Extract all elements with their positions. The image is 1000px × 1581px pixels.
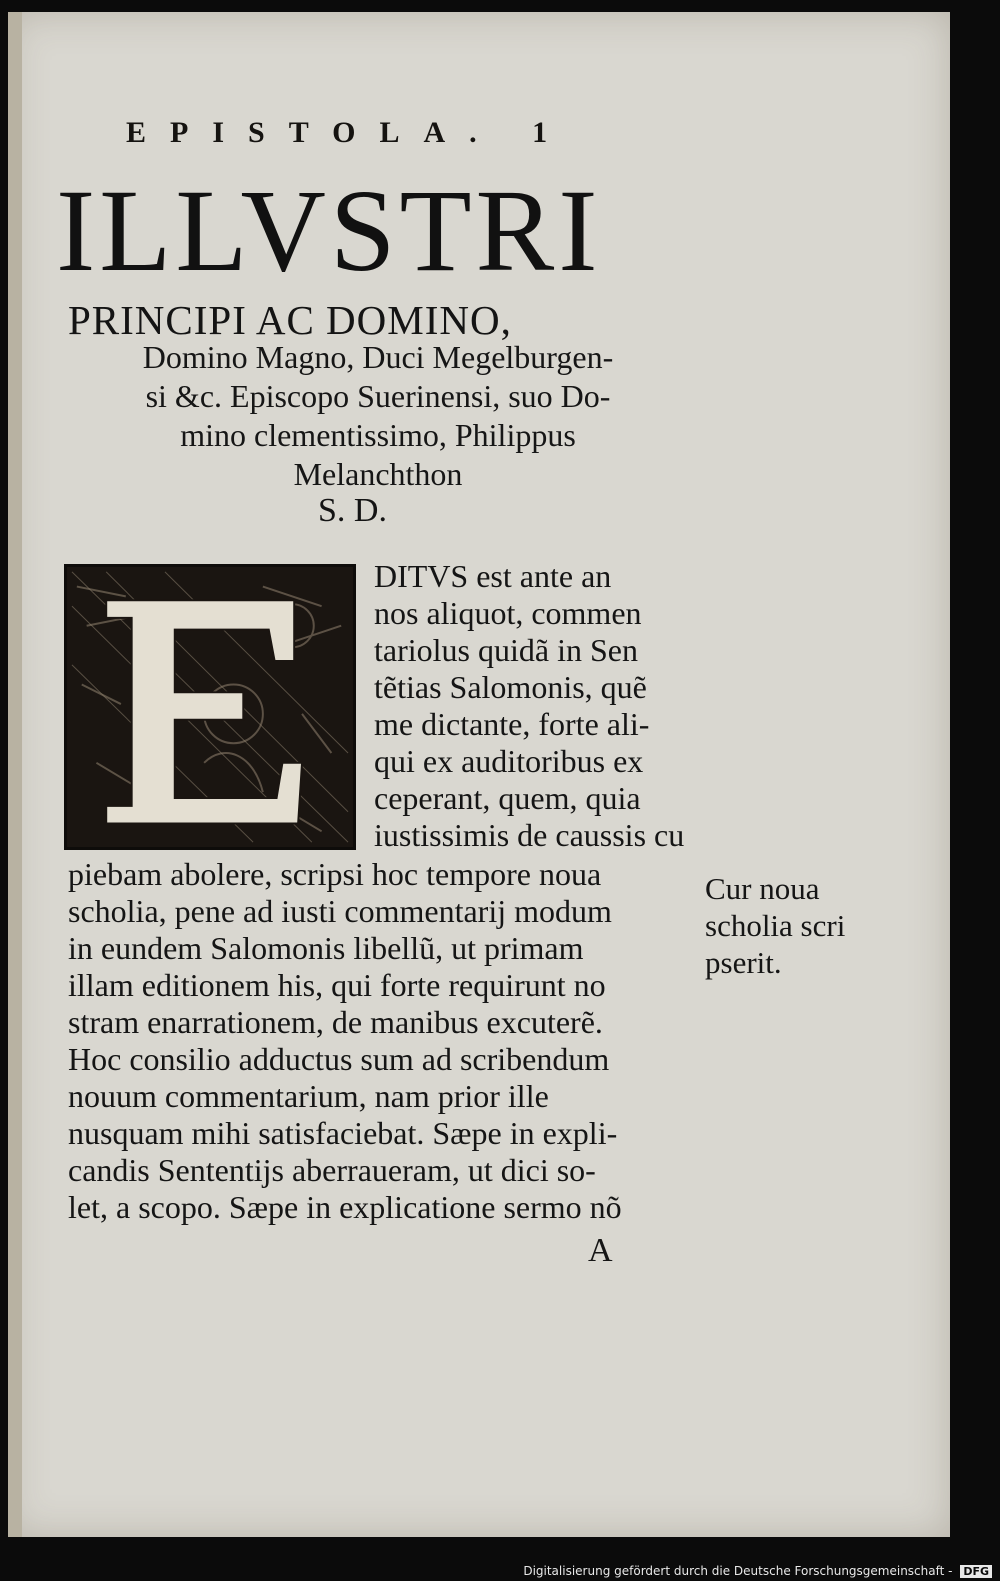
page-gutter — [8, 12, 22, 1537]
text-line: Hoc consilio adductus sum ad scribendum — [68, 1041, 610, 1077]
text-line: ceperant, quem, quia — [374, 780, 641, 816]
text-line: qui ex auditoribus ex — [374, 743, 644, 779]
book-page — [8, 12, 950, 1537]
title-subtitle: PRINCIPI AC DOMINO, — [68, 297, 512, 343]
footer-text: Digitalisierung gefördert durch die Deutsche Forschungsgemeinschaft - — [523, 1564, 953, 1578]
text-line: DITVS est ante an — [374, 558, 612, 594]
decorated-initial — [64, 564, 356, 850]
text-line: iustissimis de caussis cu — [374, 817, 685, 853]
running-head: EPISTOLA. 1 — [126, 116, 572, 149]
signature-mark: A — [588, 1232, 613, 1269]
dfg-logo: DFG — [960, 1565, 992, 1578]
salutation: S. D. — [318, 492, 387, 529]
text-line: nusquam mihi satisfaciebat. Sæpe in expli- — [68, 1115, 618, 1151]
dedication-line: Domino Magno, Duci Megelburgen- — [142, 339, 614, 375]
text-line: in eundem Salomonis libellũ, ut primam — [68, 930, 584, 966]
text-line: let, a scopo. Sæpe in explicatione sermo nõ — [68, 1189, 622, 1225]
dedication-line: si &c. Episcopo Suerinensi, suo Do- — [145, 378, 611, 414]
margin-note-line: pserit. — [705, 945, 782, 980]
text-line: scholia, pene ad iusti commentarij modum — [68, 893, 612, 929]
text-line: stram enarrationem, de manibus excuterẽ. — [68, 1004, 603, 1040]
dedication-line: mino clementissimo, Philippus — [180, 417, 576, 453]
title-main: ILLVSTRI — [56, 165, 602, 296]
margin-note-line: scholia scri — [705, 908, 846, 943]
dedication — [48, 338, 708, 494]
text-line: me dictante, forte ali- — [374, 706, 650, 742]
text-line: candis Sententijs aberraueram, ut dici so- — [68, 1152, 596, 1188]
text-line: nouum commentarium, nam prior ille — [68, 1078, 549, 1114]
body-full-text — [68, 856, 700, 1226]
margin-note — [705, 870, 895, 981]
text-line: nos aliquot, commen — [374, 595, 642, 631]
initial-letter: E — [67, 567, 68, 568]
woodcut-initial-image — [67, 567, 353, 847]
text-line: tariolus quidã in Sen — [374, 632, 638, 668]
text-line: piebam abolere, scripsi hoc tempore noua — [68, 856, 602, 892]
dedication-line: Melanchthon — [293, 456, 463, 492]
digitization-footer — [523, 1564, 992, 1578]
body-wrapped-text — [374, 558, 699, 854]
margin-note-line: Cur noua — [705, 871, 820, 906]
text-line: illam editionem his, qui forte requirunt no — [68, 967, 606, 1003]
text-line: tẽtias Salomonis, quẽ — [374, 669, 647, 705]
